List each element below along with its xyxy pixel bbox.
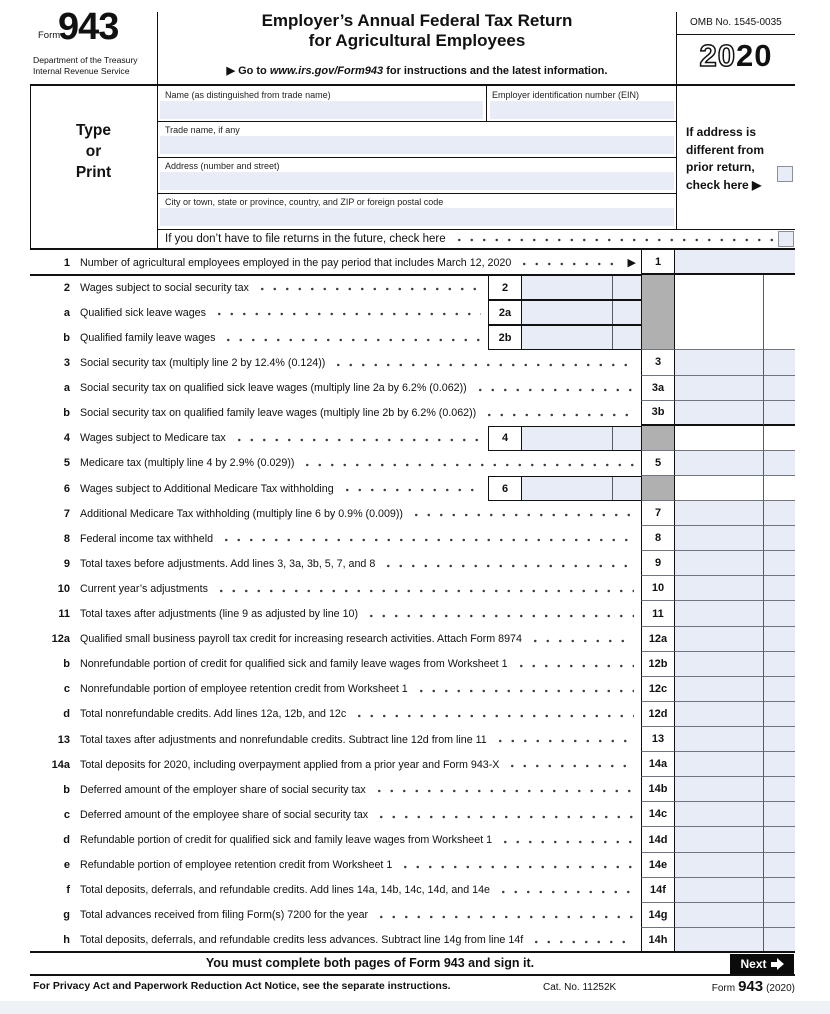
- title-line1: Employer’s Annual Federal Tax Return: [261, 11, 573, 30]
- line-14c-amount-input[interactable]: [675, 802, 763, 827]
- line-3b-cents-input[interactable]: [763, 401, 795, 426]
- line-text: Wages subject to Medicare tax: [80, 432, 226, 445]
- divider: [30, 274, 641, 276]
- form-line-12b: [0, 652, 795, 677]
- line-9-amount-input[interactable]: [675, 551, 763, 576]
- tax-year: [677, 38, 795, 74]
- line-number-box: 3b: [641, 401, 675, 426]
- line-number: 5: [63, 457, 70, 470]
- arrow-right-icon: [771, 958, 784, 970]
- dotted-leader: [222, 325, 481, 350]
- line-number: 10: [57, 582, 70, 595]
- line-13-cents-input[interactable]: [763, 727, 795, 752]
- dotted-leader: [474, 376, 634, 401]
- line-number-box: 14f: [641, 878, 675, 903]
- mid-box-group: [488, 476, 641, 501]
- line-12d-amount-input[interactable]: [675, 702, 763, 727]
- line-text: Medicare tax (multiply line 4 by 2.9% (0.029)): [80, 457, 295, 470]
- form-line-5: [0, 451, 795, 476]
- title-line2: for Agricultural Employees: [308, 31, 526, 50]
- line-12c-cents-input[interactable]: [763, 677, 795, 702]
- line-number-box: 1: [641, 250, 675, 275]
- divider: [157, 12, 158, 249]
- future-filing-text: If you don’t have to file returns in the future, check here: [165, 233, 446, 245]
- type-or-print-label: [30, 120, 157, 183]
- divider: [30, 84, 795, 86]
- line-14e-cents-input[interactable]: [763, 853, 795, 878]
- line-8-amount-input[interactable]: [675, 526, 763, 551]
- line-number-box: 14b: [641, 777, 675, 802]
- line-number-box: 12d: [641, 702, 675, 727]
- line-number-box: 7: [641, 501, 675, 526]
- line-14h-cents-input[interactable]: [763, 928, 795, 953]
- line-number: a: [63, 382, 70, 395]
- line-number: d: [63, 708, 70, 721]
- line-text: Qualified small business payroll tax credit for increasing research activities. Attach Form 8974: [80, 633, 522, 646]
- future-filing-row: [157, 229, 795, 249]
- form-line-4: [0, 426, 795, 451]
- line-14b-amount-input[interactable]: [675, 777, 763, 802]
- form-word-label: Form: [38, 30, 61, 41]
- line-number-box: 8: [641, 526, 675, 551]
- cents-cell: [763, 426, 795, 451]
- name-input[interactable]: [160, 101, 483, 119]
- line-number-box: 3a: [641, 376, 675, 401]
- irs-url: www.irs.gov/Form943: [269, 65, 384, 77]
- line-number: 14a: [51, 758, 70, 771]
- type-word: Type: [75, 122, 112, 139]
- dotted-leader: [375, 903, 634, 928]
- line-text: Nonrefundable portion of employee retention credit from Worksheet 1: [80, 683, 408, 696]
- dotted-leader: [518, 250, 620, 275]
- dotted-leader: [215, 576, 634, 601]
- dotted-leader: [213, 300, 481, 325]
- amount-cell: [675, 476, 763, 501]
- line-number-box: 14c: [641, 802, 675, 827]
- dotted-leader: [365, 601, 634, 626]
- divider: [157, 193, 676, 194]
- line-text: Total taxes after adjustments (line 9 as adjusted by line 10): [80, 608, 359, 621]
- line-text: Wages subject to Additional Medicare Tax withholding: [80, 482, 334, 495]
- line-14e-amount-input[interactable]: [675, 853, 763, 878]
- line-text: Qualified family leave wages: [80, 331, 216, 344]
- line-number-box: 10: [641, 576, 675, 601]
- line-5-cents-input[interactable]: [763, 451, 795, 476]
- form-line-6: [0, 476, 795, 501]
- line-text: Total deposits, deferrals, and refundable credits less advances. Subtract line 14g from line 14f: [80, 934, 524, 947]
- line-number: 6: [63, 482, 70, 495]
- line-number: 1: [63, 256, 70, 269]
- line-12b-amount-input[interactable]: [675, 652, 763, 677]
- form-line-2: [0, 275, 795, 300]
- dotted-leader: [515, 652, 634, 677]
- dotted-leader: [499, 827, 634, 852]
- line-6-amount-input[interactable]: [522, 477, 613, 500]
- line-3a-cents-input[interactable]: [763, 376, 795, 401]
- dotted-leader: [399, 853, 634, 878]
- line-8-cents-input[interactable]: [763, 526, 795, 551]
- cents-cell: [763, 476, 795, 501]
- no-future-returns-checkbox[interactable]: [778, 231, 794, 247]
- line-number-box: 14e: [641, 853, 675, 878]
- line-12a-cents-input[interactable]: [763, 627, 795, 652]
- divider: [157, 121, 676, 122]
- line-box-label: 2: [489, 276, 522, 299]
- name-field-label: Name (as distinguished from trade name): [165, 90, 331, 100]
- agency-line1: Department of the Treasury: [33, 55, 138, 65]
- line-1-amount-input[interactable]: [675, 250, 795, 275]
- form-line-2a: [0, 300, 795, 325]
- line-number-box: [641, 300, 675, 325]
- divider: [677, 34, 795, 35]
- line-box-label: 2b: [489, 326, 522, 349]
- line-number: e: [63, 859, 70, 872]
- footer-form-number: 943: [738, 978, 764, 995]
- mid-box-group: [488, 300, 641, 325]
- agency-line2: Internal Revenue Service: [33, 65, 130, 76]
- form-line-8: [0, 526, 795, 551]
- line-number-box: 13: [641, 727, 675, 752]
- cents-cell: [763, 325, 795, 350]
- city-field-label: City or town, state or province, country, and ZIP or foreign postal code: [165, 197, 444, 207]
- line-number-box: [641, 275, 675, 300]
- line-number-box: 12a: [641, 627, 675, 652]
- line-number-box: 14a: [641, 752, 675, 777]
- print-word: Print: [75, 164, 112, 181]
- addrdiff-line1: If address is: [686, 125, 757, 139]
- line-14d-cents-input[interactable]: [763, 827, 795, 852]
- line-2b-amount-input[interactable]: [522, 326, 613, 349]
- line-text: Refundable portion of employee retention credit from Worksheet 1: [80, 859, 393, 872]
- trade-name-input[interactable]: [160, 136, 674, 154]
- line-7-amount-input[interactable]: [675, 501, 763, 526]
- complete-both-pages-notice: You must complete both pages of Form 943 and sign it.: [205, 956, 535, 970]
- line-14d-amount-input[interactable]: [675, 827, 763, 852]
- trade-name-field-label: Trade name, if any: [165, 125, 240, 135]
- line-10-cents-input[interactable]: [763, 576, 795, 601]
- divider: [30, 951, 795, 953]
- form-line-14a: [0, 752, 795, 777]
- form-line-14d: [0, 827, 795, 852]
- line-text: Current year’s adjustments: [80, 582, 208, 595]
- dotted-leader: [483, 401, 634, 426]
- form-line-7: [0, 501, 795, 526]
- line-2-amount-input[interactable]: [522, 276, 613, 299]
- line-number: c: [63, 808, 70, 821]
- divider: [676, 12, 677, 229]
- line-number-box: 14g: [641, 903, 675, 928]
- line-14h-amount-input[interactable]: [675, 928, 763, 953]
- dotted-leader: [530, 928, 634, 953]
- line-11-amount-input[interactable]: [675, 601, 763, 626]
- line-4-amount-input[interactable]: [522, 427, 613, 450]
- form-line-3b: [0, 401, 795, 426]
- line-number: f: [66, 884, 70, 897]
- form-line-14b: [0, 777, 795, 802]
- form-footer-id: [712, 978, 795, 995]
- line-number-box: [641, 476, 675, 501]
- form-line-9: [0, 551, 795, 576]
- goto-suffix: for instructions and the latest information.: [383, 65, 608, 77]
- line-number: 2: [63, 281, 70, 294]
- line-14f-amount-input[interactable]: [675, 878, 763, 903]
- form-line-1: [0, 250, 795, 275]
- agency-name: [33, 55, 138, 76]
- line-text: Qualified sick leave wages: [80, 306, 206, 319]
- line-2a-cents-input[interactable]: [613, 301, 641, 324]
- dotted-leader: [332, 350, 634, 375]
- year-bold-part: 20: [736, 38, 773, 73]
- addrdiff-line2: different from: [686, 142, 764, 157]
- dotted-leader: [375, 802, 634, 827]
- line-4-cents-input[interactable]: [613, 427, 641, 450]
- mid-box-group: [488, 325, 641, 350]
- dotted-leader: [494, 727, 634, 752]
- address-input[interactable]: [160, 172, 674, 190]
- form-line-14c: [0, 802, 795, 827]
- mid-box-group: [488, 275, 641, 300]
- line-14a-amount-input[interactable]: [675, 752, 763, 777]
- form-line-10: [0, 576, 795, 601]
- line-box-label: 4: [489, 427, 522, 450]
- dotted-leader: [256, 275, 481, 300]
- footer-form-year: (2020): [766, 983, 795, 994]
- line-number: b: [63, 407, 70, 420]
- divider: [486, 85, 487, 121]
- line-text: Number of agricultural employees employed in the pay period that includes March 12, 2020: [80, 256, 512, 269]
- line-12b-cents-input[interactable]: [763, 652, 795, 677]
- line-text: Total taxes after adjustments and nonrefundable credits. Subtract line 12d from line 11: [80, 733, 487, 746]
- form-line-11: [0, 601, 795, 626]
- line-number: 11: [58, 608, 70, 621]
- line-14g-cents-input[interactable]: [763, 903, 795, 928]
- dotted-leader: [529, 627, 634, 652]
- footer-form-word: Form: [711, 983, 736, 994]
- dotted-leader: [220, 526, 634, 551]
- dotted-leader: [353, 702, 634, 727]
- cents-cell: [763, 275, 795, 300]
- dotted-leader: [497, 878, 634, 903]
- line-box-label: 2a: [489, 301, 522, 324]
- line-number-box: [641, 426, 675, 451]
- line-2b-cents-input[interactable]: [613, 326, 641, 349]
- line-3a-amount-input[interactable]: [675, 376, 763, 401]
- dotted-leader: [233, 426, 481, 451]
- line-number: 4: [63, 432, 70, 445]
- line-5-amount-input[interactable]: [675, 451, 763, 476]
- line-12a-amount-input[interactable]: [675, 627, 763, 652]
- form-line-14h: [0, 928, 795, 953]
- form-line-2b: [0, 325, 795, 350]
- line-text: Social security tax on qualified sick leave wages (multiply line 2a by 6.2% (0.062)): [80, 382, 467, 395]
- line-14a-cents-input[interactable]: [763, 752, 795, 777]
- line-number: b: [63, 783, 70, 796]
- form-line-3a: [0, 376, 795, 401]
- line-3-amount-input[interactable]: [675, 350, 763, 375]
- line-number: 3: [63, 356, 70, 369]
- city-input[interactable]: [160, 208, 674, 226]
- goto-prefix: ▶ Go to: [226, 65, 270, 77]
- next-button-label: Next: [740, 957, 767, 971]
- line-number-box: 12b: [641, 652, 675, 677]
- line-13-amount-input[interactable]: [675, 727, 763, 752]
- line-number: g: [63, 909, 70, 922]
- dotted-leader: [453, 229, 776, 249]
- cents-cell: [763, 300, 795, 325]
- line-text: Total taxes before adjustments. Add lines 3, 3a, 3b, 5, 7, and 8: [80, 557, 376, 570]
- line-14f-cents-input[interactable]: [763, 878, 795, 903]
- line-number: 13: [57, 733, 70, 746]
- line-14c-cents-input[interactable]: [763, 802, 795, 827]
- dotted-leader: [382, 551, 634, 576]
- amount-cell: [675, 325, 763, 350]
- divider: [30, 974, 795, 976]
- form-line-14f: [0, 878, 795, 903]
- mid-box-group: [488, 426, 641, 451]
- line-9-cents-input[interactable]: [763, 551, 795, 576]
- dotted-leader: [506, 752, 634, 777]
- line-number-box: 14d: [641, 827, 675, 852]
- divider: [157, 157, 676, 158]
- line-number: b: [63, 658, 70, 671]
- dotted-leader: [410, 501, 634, 526]
- line-3-cents-input[interactable]: [763, 350, 795, 375]
- catalog-number: Cat. No. 11252K: [543, 982, 617, 993]
- amount-cell: [675, 426, 763, 451]
- line-10-amount-input[interactable]: [675, 576, 763, 601]
- line-text: Total deposits, deferrals, and refundable credits. Add lines 14a, 14b, 14c, 14d, and 14e: [80, 884, 490, 897]
- line-3b-amount-input[interactable]: [675, 401, 763, 426]
- address-different-checkbox[interactable]: [777, 166, 793, 182]
- line-text: Total nonrefundable credits. Add lines 12a, 12b, and 12c: [80, 708, 347, 721]
- line-6-cents-input[interactable]: [613, 477, 641, 500]
- line-text: Total advances received from filing Form(s) 7200 for the year: [80, 909, 369, 922]
- or-word: or: [85, 143, 102, 160]
- form-line-12a: [0, 627, 795, 652]
- dotted-leader: [341, 476, 481, 501]
- form-line-13: [0, 727, 795, 752]
- line-number-box: [641, 325, 675, 350]
- line-12d-cents-input[interactable]: [763, 702, 795, 727]
- amount-cell: [675, 300, 763, 325]
- line-number: c: [63, 683, 70, 696]
- amount-cell: [675, 275, 763, 300]
- line-number-box: 9: [641, 551, 675, 576]
- addrdiff-line4: check here ▶: [686, 177, 762, 192]
- line-text: Nonrefundable portion of credit for qualified sick and family leave wages from Worksheet 1: [80, 658, 508, 671]
- page-title: [157, 11, 677, 51]
- line-number-box: 5: [641, 451, 675, 476]
- line-number-box: 12c: [641, 677, 675, 702]
- line-11-cents-input[interactable]: [763, 601, 795, 626]
- line-number: 7: [63, 507, 70, 520]
- line-number: a: [63, 306, 70, 319]
- next-button[interactable]: [730, 954, 794, 974]
- line-text: Additional Medicare Tax withholding (multiply line 6 by 0.9% (0.009)): [80, 507, 403, 520]
- dotted-leader: [373, 777, 634, 802]
- pointer-right-icon: ▶: [627, 257, 636, 270]
- ein-input[interactable]: [490, 101, 674, 119]
- line-number: b: [63, 331, 70, 344]
- form-line-14e: [0, 853, 795, 878]
- privacy-act-notice: For Privacy Act and Paperwork Reduction Act Notice, see the separate instructions.: [33, 980, 451, 992]
- form-line-12d: [0, 702, 795, 727]
- line-text: Wages subject to social security tax: [80, 281, 249, 294]
- line-text: Federal income tax withheld: [80, 532, 214, 545]
- line-14g-amount-input[interactable]: [675, 903, 763, 928]
- line-number-box: 11: [641, 601, 675, 626]
- line-12c-amount-input[interactable]: [675, 677, 763, 702]
- line-number: d: [63, 834, 70, 846]
- form-line-12c: [0, 677, 795, 702]
- line-number: 9: [63, 557, 70, 570]
- form-line-14g: [0, 903, 795, 928]
- line-7-cents-input[interactable]: [763, 501, 795, 526]
- line-number-box: 3: [641, 350, 675, 375]
- line-text: Refundable portion of credit for qualified sick and family leave wages from Worksheet 1: [80, 834, 493, 846]
- address-different-note: [686, 124, 764, 194]
- line-number-box: 14h: [641, 928, 675, 953]
- line-14b-cents-input[interactable]: [763, 777, 795, 802]
- dotted-leader: [301, 451, 634, 476]
- line-text: Total deposits for 2020, including overpayment applied from a prior year and Form 943-X: [80, 758, 500, 771]
- line-2-cents-input[interactable]: [613, 276, 641, 299]
- line-text: Social security tax on qualified family leave wages (multiply line 2b by 6.2% (0.062)): [80, 407, 477, 420]
- form-line-3: [0, 350, 795, 375]
- line-number: h: [63, 934, 70, 947]
- line-number: 8: [63, 532, 70, 545]
- address-field-label: Address (number and street): [165, 161, 280, 171]
- addrdiff-line3: prior return,: [686, 160, 755, 174]
- line-number: 12a: [51, 633, 70, 646]
- line-2a-amount-input[interactable]: [522, 301, 613, 324]
- line-text: Deferred amount of the employee share of social security tax: [80, 808, 369, 821]
- form-number-heading: 943: [58, 6, 119, 48]
- line-box-label: 6: [489, 477, 522, 500]
- ein-field-label: Employer identification number (EIN): [492, 90, 640, 100]
- year-outline-part: 20: [699, 38, 736, 73]
- line-text: Social security tax (multiply line 2 by 12.4% (0.124)): [80, 356, 326, 369]
- line-text: Deferred amount of the employer share of social security tax: [80, 783, 366, 796]
- omb-number: OMB No. 1545-0035: [690, 17, 782, 28]
- dotted-leader: [415, 677, 634, 702]
- page-edge: [0, 1001, 830, 1014]
- instructions-note: [157, 64, 677, 77]
